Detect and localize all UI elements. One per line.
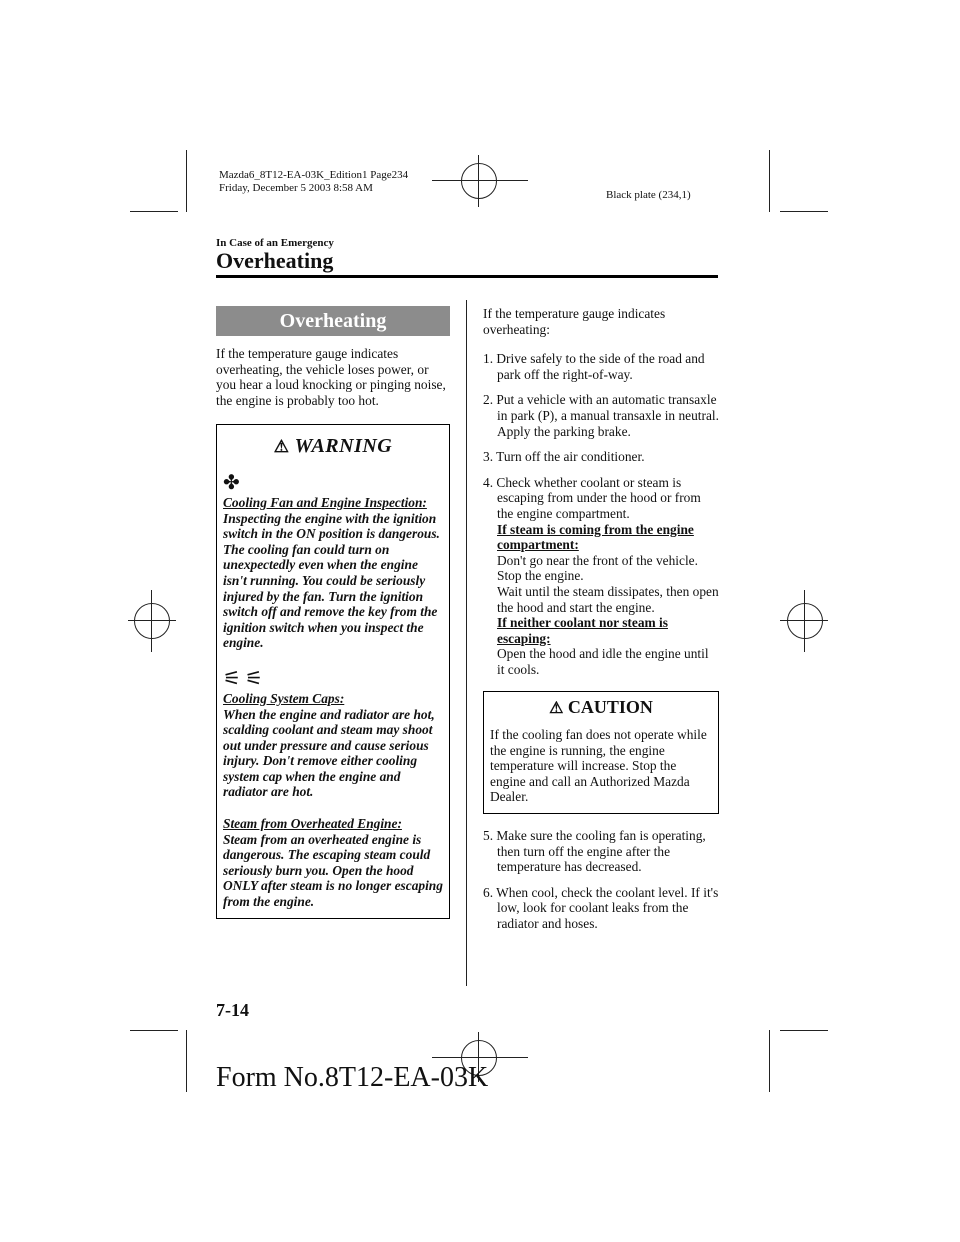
doc-info-line2: Friday, December 5 2003 8:58 AM <box>219 182 373 194</box>
procedure-steps <box>483 351 719 677</box>
steam-warning-heading: Steam from Overheated Engine: <box>223 816 402 832</box>
steam-instruction-1: Don't go near the front of the vehicle. <box>497 552 698 568</box>
procedure-intro: If the temperature gauge indicates overheating: <box>483 306 666 337</box>
header-rule <box>216 275 718 278</box>
procedure-steps-continued <box>483 828 719 932</box>
page-title: Overheating <box>216 248 334 273</box>
caution-box <box>483 691 719 814</box>
registration-mark-left <box>134 603 170 639</box>
caution-text: If the cooling fan does not operate while the engine is running, the engine temperature will increase. Stop the engine and call an Authorized Mazda Dealer. <box>490 727 707 805</box>
registration-line <box>780 620 828 621</box>
crop-mark <box>130 211 178 212</box>
fan-icon: ✤ <box>223 471 240 494</box>
registration-line <box>804 590 805 652</box>
step-1: 1. Drive safely to the side of the road and park off the right-of-way. <box>483 351 705 382</box>
registration-line <box>432 180 528 181</box>
caution-triangle-icon: ⚠ <box>549 700 564 718</box>
step-4-text: 4. Check whether coolant or steam is escaping from under the hood or from the engine compartment. <box>483 474 701 521</box>
caps-icon-row <box>223 669 443 689</box>
crop-mark <box>130 1030 178 1031</box>
crop-mark <box>186 150 187 212</box>
fan-warning-text: Inspecting the engine with the ignition switch in the ON position is dangerous. The cooling fan could turn on unexpectedly even when the engine isn't running. You could be seriously injured by the fan. Turn the ignition switch off and remove the key from the ignition switch when you inspect the engine. <box>223 510 440 651</box>
steam-instruction-3: Wait until the steam dissipates, then open the hood and start the engine. <box>497 583 719 615</box>
step-2-subtext: Apply the parking brake. <box>497 423 631 439</box>
form-number: Form No.8T12-EA-03K <box>216 1062 489 1093</box>
step-2-text: 2. Put a vehicle with an automatic transaxle in park (P), a manual transaxle in neutral. <box>483 392 719 423</box>
warning-triangle-icon: ⚠ <box>273 437 290 457</box>
radiator-cap-icon: ⚟ <box>223 667 241 690</box>
step-2 <box>483 392 719 439</box>
crop-mark <box>780 211 828 212</box>
no-steam-instruction: Open the hood and idle the engine until it cools. <box>497 646 709 677</box>
reservoir-cap-icon: ⚟ <box>244 667 263 690</box>
page-number: 7-14 <box>216 1000 249 1020</box>
step-5: 5. Make sure the cooling fan is operating, then turn off the engine after the temperature has decreased. <box>483 828 706 875</box>
caps-warning-text: When the engine and radiator are hot, scalding coolant and steam may shoot out under pressure and cause serious injury. Don't remove either cooling system cap when the engine and radiator are hot. <box>223 706 435 800</box>
caution-title <box>490 692 712 727</box>
registration-line <box>151 590 152 652</box>
crop-mark <box>186 1030 187 1092</box>
caution-title-text: CAUTION <box>567 697 653 718</box>
left-column <box>216 306 450 919</box>
warning-title <box>223 425 443 467</box>
doc-info-line1: Mazda6_8T12-EA-03K_Edition1 Page234 <box>219 169 409 181</box>
section-label: In Case of an Emergency <box>216 237 334 249</box>
section-banner: Overheating <box>216 306 450 336</box>
doc-info <box>219 169 408 195</box>
warning-box <box>216 424 450 918</box>
step-3: 3. Turn off the air conditioner. <box>483 449 645 465</box>
step-4 <box>483 475 719 678</box>
right-column <box>483 306 719 932</box>
registration-mark-top <box>461 163 497 199</box>
column-divider <box>466 300 467 986</box>
steam-condition-heading: If steam is coming from the engine compartment: <box>497 521 694 553</box>
registration-mark-right <box>787 603 823 639</box>
intro-paragraph: If the temperature gauge indicates overheating, the vehicle loses power, or you hear a loud knocking or pinging noise, the engine is probably too hot. <box>216 346 446 408</box>
caps-warning-heading: Cooling System Caps: <box>223 690 345 706</box>
steam-warning-text: Steam from an overheated engine is dangerous. The escaping steam could seriously burn you. Open the hood ONLY after steam is no longer escaping from the engine. <box>223 831 443 910</box>
crop-mark <box>769 150 770 212</box>
step-6: 6. When cool, check the coolant level. If it's low, look for coolant leaks from the radiator and hoses. <box>483 884 719 931</box>
registration-line <box>128 620 176 621</box>
crop-mark <box>769 1030 770 1092</box>
fan-icon-row <box>223 473 443 493</box>
crop-mark <box>780 1030 828 1031</box>
no-steam-condition-heading: If neither coolant nor steam is escaping: <box>497 615 668 646</box>
fan-warning-heading: Cooling Fan and Engine Inspection: <box>223 494 427 510</box>
plate-label: Black plate (234,1) <box>606 189 691 201</box>
warning-title-text: WARNING <box>294 435 393 458</box>
registration-line <box>478 155 479 207</box>
registration-line <box>432 1057 528 1058</box>
steam-instruction-2: Stop the engine. <box>497 568 584 584</box>
